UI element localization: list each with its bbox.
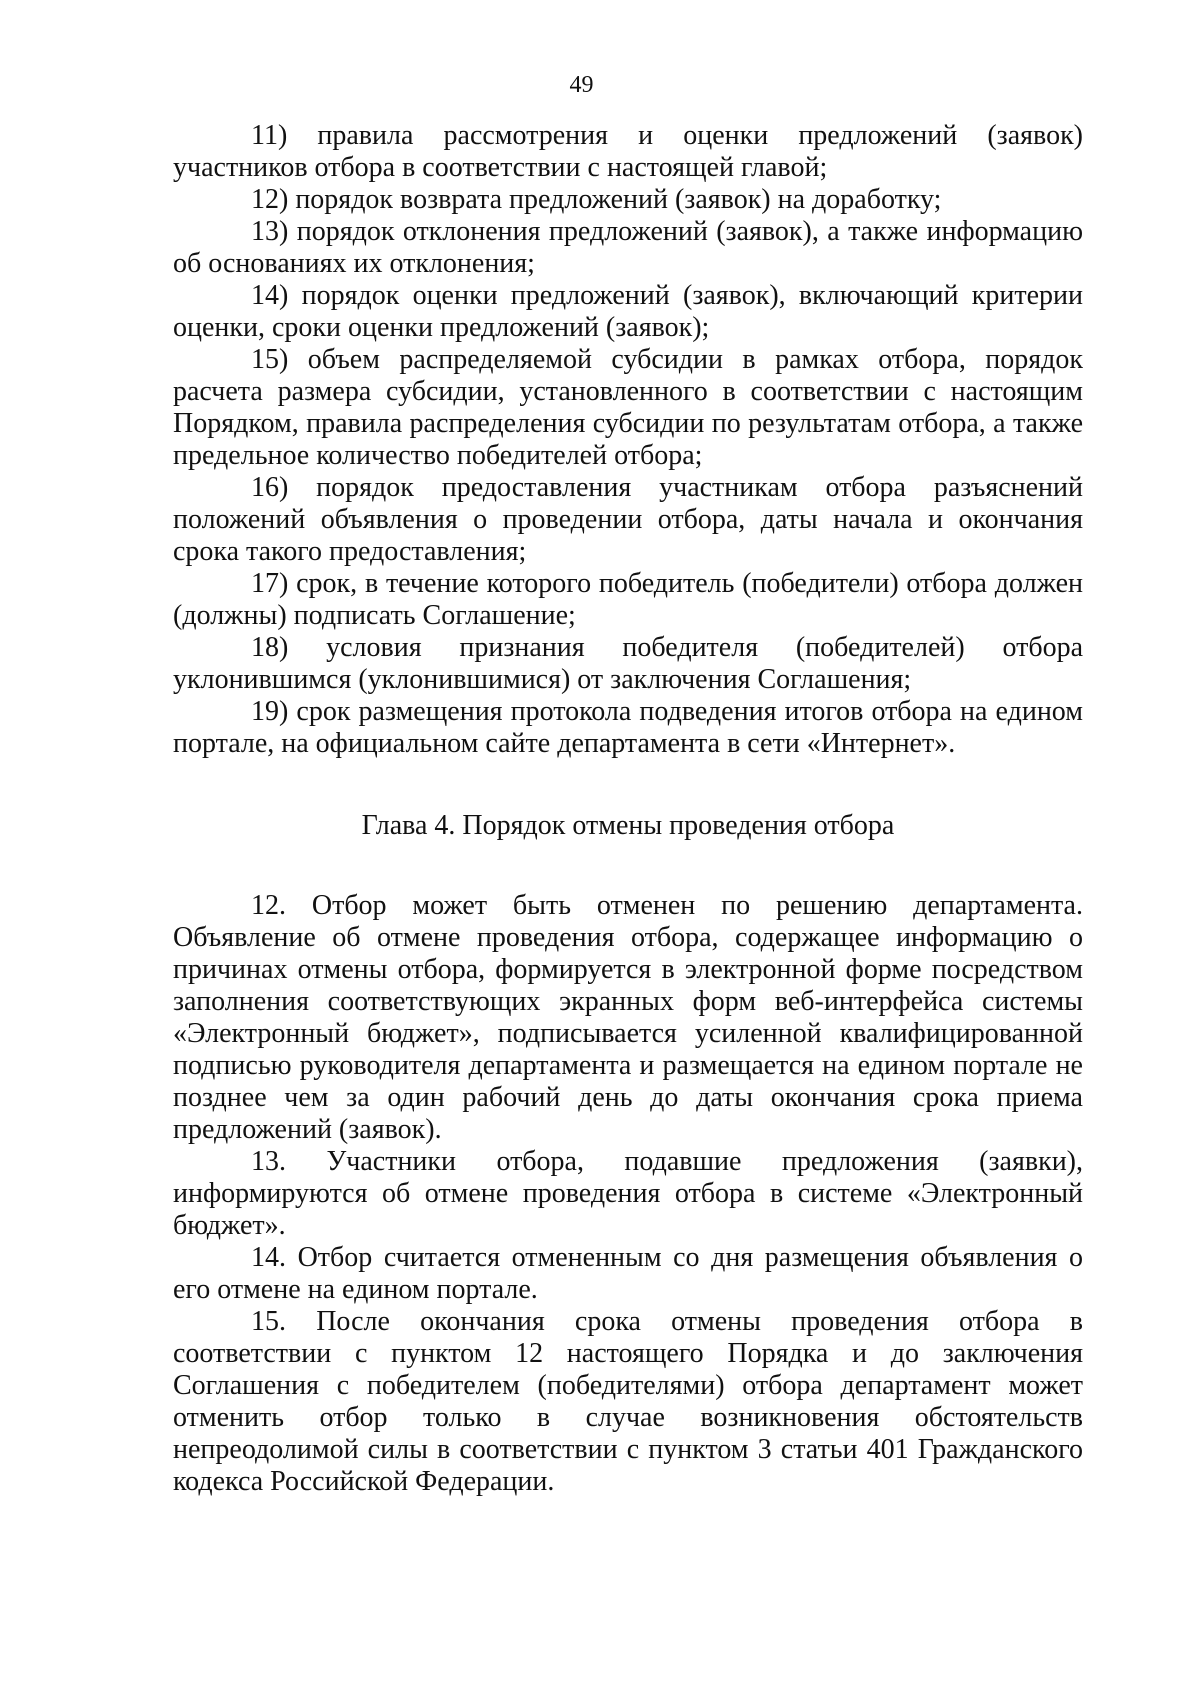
list-item-18: 18) условия признания победителя (победителей) отбора уклонившимся (уклонившимися) от заключения Соглашения; [173, 632, 1083, 695]
chapter-title: Глава 4. Порядок отмены проведения отбора [361, 810, 895, 841]
list-item-13: 13) порядок отклонения предложений (заявок), а также информацию об основаниях их отклонения; [173, 216, 1083, 279]
page-number: 49 [569, 72, 594, 98]
document-body [173, 120, 1083, 1498]
list-item-17: 17) срок, в течение которого победитель (победители) отбора должен (должны) подписать Соглашение; [173, 568, 1083, 631]
list-item-16: 16) порядок предоставления участникам отбора разъяснений положений объявления о проведении отбора, даты начала и окончания срока такого предоставления; [173, 472, 1083, 567]
list-item-14: 14) порядок оценки предложений (заявок), включающий критерии оценки, сроки оценки предложений (заявок); [173, 280, 1083, 343]
section-paragraph-12: 12. Отбор может быть отменен по решению департамента. Объявление об отмене проведения отбора, содержащее информацию о причинах отмены отбора, формируется в электронной форме посредством заполнения соответствующих экранных форм веб-интерфейса системы «Электронный бюджет», подписывается усиленной квалифицированной подписью руководителя департамента и размещается на едином портале не позднее чем за один рабочий день до даты окончания срока приема предложений (заявок). [173, 890, 1083, 1145]
list-item-11: 11) правила рассмотрения и оценки предложений (заявок) участников отбора в соответствии с настоящей главой; [173, 120, 1083, 183]
section-paragraph-15: 15. После окончания срока отмены проведения отбора в соответствии с пунктом 12 настоящего Порядка и до заключения Соглашения с победителем (победителями) отбора департамент может отменить отбор только в случае возникновения обстоятельств непреодолимой силы в соответствии с пунктом 3 статьи 401 Гражданского кодекса Российской Федерации. [173, 1306, 1083, 1497]
list-item-19: 19) срок размещения протокола подведения итогов отбора на едином портале, на официальном сайте департамента в сети «Интернет». [173, 696, 1083, 759]
section-paragraph-14: 14. Отбор считается отмененным со дня размещения объявления о его отмене на едином портале. [173, 1242, 1083, 1305]
section-paragraph-13: 13. Участники отбора, подавшие предложения (заявки), информируются об отмене проведения отбора в системе «Электронный бюджет». [173, 1146, 1083, 1241]
list-item-12: 12) порядок возврата предложений (заявок) на доработку; [251, 184, 942, 215]
list-item-15: 15) объем распределяемой субсидии в рамках отбора, порядок расчета размера субсидии, установленного в соответствии с настоящим Порядком, правила распределения субсидии по результатам отбора, а также предельное количество победителей отбора; [173, 344, 1083, 471]
